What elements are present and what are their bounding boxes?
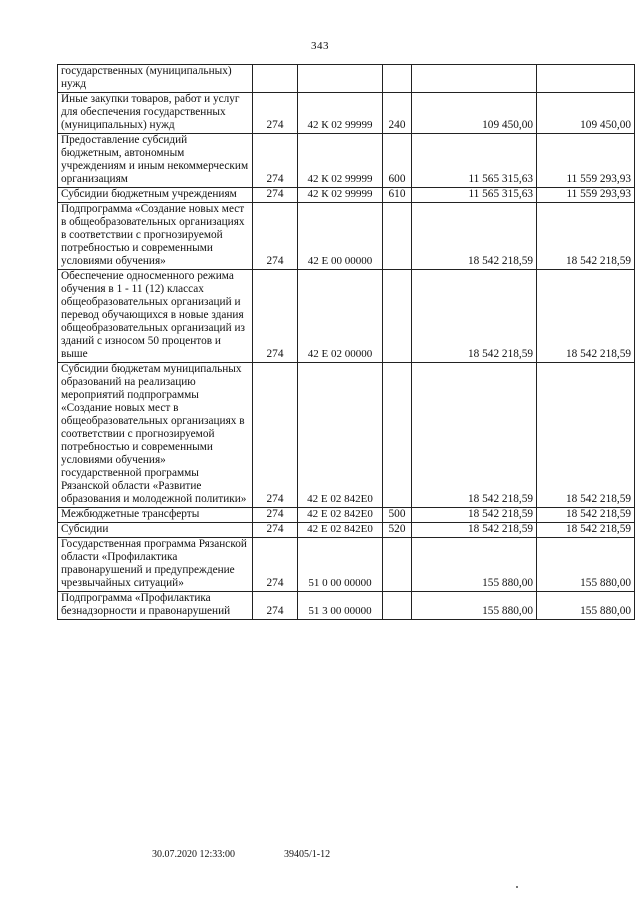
table-row xyxy=(58,134,635,188)
row-name-cell: Обеспечение односменного режима обучения в 1 - 11 (12) классах общеобразовательных организаций и перевод обучающихся в новые здания общеобразовательных организаций из зданий с износом 50 процентов и выше xyxy=(58,270,253,363)
row-amount-2-cell: 18 542 218,59 xyxy=(537,203,635,270)
row-expense-type-cell: 520 xyxy=(383,523,412,538)
table-row xyxy=(58,523,635,538)
row-grbs-cell: 274 xyxy=(253,508,298,523)
row-amount-2-cell: 18 542 218,59 xyxy=(537,270,635,363)
row-amount-1-cell: 18 542 218,59 xyxy=(412,203,537,270)
row-name-cell: Субсидии бюджетам муниципальных образований на реализацию мероприятий подпрограммы «Создание новых мест в общеобразовательных организациях в соответствии с прогнозируемой потребностью и современными условиями обучения» государственной программы Рязанской области «Развитие образования и молодежной политики» xyxy=(58,363,253,508)
row-grbs-cell: 274 xyxy=(253,538,298,592)
row-amount-1-cell: 18 542 218,59 xyxy=(412,523,537,538)
table-row xyxy=(58,203,635,270)
row-amount-1-cell: 11 565 315,63 xyxy=(412,188,537,203)
row-target-article-cell: 42 Е 02 842Е0 xyxy=(298,508,383,523)
budget-table xyxy=(57,64,635,620)
row-target-article-cell: 42 К 02 99999 xyxy=(298,93,383,134)
row-amount-2-cell: 18 542 218,59 xyxy=(537,363,635,508)
row-target-article-cell: 51 3 00 00000 xyxy=(298,592,383,620)
row-name-cell: Субсидии xyxy=(58,523,253,538)
table-row xyxy=(58,93,635,134)
row-amount-2-cell: 18 542 218,59 xyxy=(537,508,635,523)
row-name-cell: Государственная программа Рязанской области «Профилактика правонарушений и предупреждение чрезвычайных ситуаций» xyxy=(58,538,253,592)
table-row xyxy=(58,592,635,620)
row-target-article-cell: 42 Е 02 00000 xyxy=(298,270,383,363)
row-grbs-cell xyxy=(253,65,298,93)
row-grbs-cell: 274 xyxy=(253,134,298,188)
row-name-cell: Межбюджетные трансферты xyxy=(58,508,253,523)
row-name-cell: Предоставление субсидий бюджетным, автономным учреждениям и иным некоммерческим организациям xyxy=(58,134,253,188)
row-amount-1-cell: 18 542 218,59 xyxy=(412,270,537,363)
row-amount-2-cell: 11 559 293,93 xyxy=(537,134,635,188)
row-amount-1-cell: 155 880,00 xyxy=(412,592,537,620)
row-amount-2-cell: 155 880,00 xyxy=(537,538,635,592)
row-expense-type-cell xyxy=(383,65,412,93)
row-name-cell: Подпрограмма «Создание новых мест в общеобразовательных организациях в соответствии с прогнозируемой потребностью и современными условиями обучения» xyxy=(58,203,253,270)
row-name-cell: государственных (муниципальных) нужд xyxy=(58,65,253,93)
row-grbs-cell: 274 xyxy=(253,203,298,270)
row-grbs-cell: 274 xyxy=(253,270,298,363)
row-amount-1-cell: 18 542 218,59 xyxy=(412,508,537,523)
row-expense-type-cell: 240 xyxy=(383,93,412,134)
row-amount-1-cell xyxy=(412,65,537,93)
row-expense-type-cell xyxy=(383,592,412,620)
row-name-cell: Подпрограмма «Профилактика безнадзорности и правонарушений xyxy=(58,592,253,620)
row-amount-1-cell: 18 542 218,59 xyxy=(412,363,537,508)
table-row xyxy=(58,363,635,508)
row-amount-1-cell: 155 880,00 xyxy=(412,538,537,592)
row-grbs-cell: 274 xyxy=(253,523,298,538)
table-row xyxy=(58,508,635,523)
table-body xyxy=(58,65,635,620)
row-target-article-cell: 51 0 00 00000 xyxy=(298,538,383,592)
row-expense-type-cell xyxy=(383,538,412,592)
row-target-article-cell: 42 Е 02 842Е0 xyxy=(298,523,383,538)
row-expense-type-cell xyxy=(383,270,412,363)
row-grbs-cell: 274 xyxy=(253,93,298,134)
row-target-article-cell xyxy=(298,65,383,93)
row-grbs-cell: 274 xyxy=(253,363,298,508)
row-expense-type-cell xyxy=(383,203,412,270)
row-amount-1-cell: 109 450,00 xyxy=(412,93,537,134)
footer-datetime: 30.07.2020 12:33:00 xyxy=(152,849,236,860)
row-amount-1-cell: 11 565 315,63 xyxy=(412,134,537,188)
row-expense-type-cell xyxy=(383,363,412,508)
row-amount-2-cell: 155 880,00 xyxy=(537,592,635,620)
table-row xyxy=(58,65,635,93)
row-amount-2-cell xyxy=(537,65,635,93)
row-target-article-cell: 42 Е 00 00000 xyxy=(298,203,383,270)
table-row xyxy=(58,188,635,203)
row-grbs-cell: 274 xyxy=(253,188,298,203)
row-expense-type-cell: 500 xyxy=(383,508,412,523)
row-target-article-cell: 42 Е 02 842Е0 xyxy=(298,363,383,508)
row-amount-2-cell: 18 542 218,59 xyxy=(537,523,635,538)
page-number: 343 xyxy=(311,40,329,52)
row-amount-2-cell: 109 450,00 xyxy=(537,93,635,134)
row-name-cell: Иные закупки товаров, работ и услуг для обеспечения государственных (муниципальных) нужд xyxy=(58,93,253,134)
table-row xyxy=(58,538,635,592)
row-target-article-cell: 42 К 02 99999 xyxy=(298,188,383,203)
row-name-cell: Субсидии бюджетным учреждениям xyxy=(58,188,253,203)
scan-speck xyxy=(516,886,518,888)
row-expense-type-cell: 600 xyxy=(383,134,412,188)
row-grbs-cell: 274 xyxy=(253,592,298,620)
row-target-article-cell: 42 К 02 99999 xyxy=(298,134,383,188)
footer-doc-code: 39405/1-12 xyxy=(284,849,331,860)
row-expense-type-cell: 610 xyxy=(383,188,412,203)
row-amount-2-cell: 11 559 293,93 xyxy=(537,188,635,203)
table-row xyxy=(58,270,635,363)
